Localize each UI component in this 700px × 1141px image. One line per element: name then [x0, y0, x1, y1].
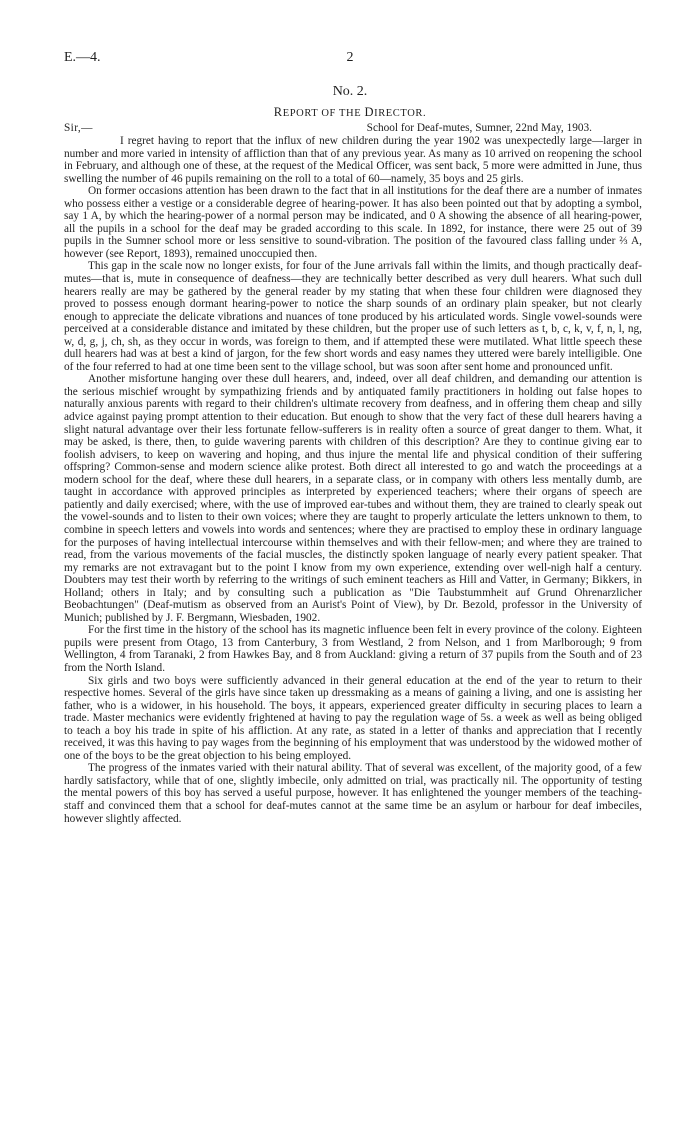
paragraph-progress: The progress of the inmates varied with their natural ability. That of several was excellent, of the majority good, of a few hardly satisfactory, while that of one, slightly imbecile, only admitted on trial, was practically nil. The opportunity of testing the mental powers of this boy has served a useful purpose, however. It has enlightened the younger members of the teaching-staff and convinced them that a school for deaf-mutes cannot at the same time be an asylum or harbour for deaf imbeciles, however slightly affected.: [64, 762, 642, 825]
report-title: REPORT OF THE DIRECTOR.: [273, 105, 427, 119]
paragraph-influx: I regret having to report that the influx of new children during the year 1902 was unexpectedly large—larger in number and more varied in intensity of affliction than that of any previous year. As many as 10 arrived on reopening the school in February, and although one of these, at the request of the Medical Officer, was sent back, 5 more were admitted in June, thus swelling the number of 46 pupils remaining on the roll to a total of 60—namely, 35 boys and 25 girls.: [64, 135, 642, 185]
document-number: No. 2.: [332, 84, 368, 99]
document-reference: E.—4.: [64, 50, 101, 65]
letter-body: [64, 122, 642, 825]
salutation-row: [64, 122, 642, 135]
place-date: School for Deaf-mutes, Sumner, 22nd May, 1903.: [366, 122, 592, 134]
page-header: [0, 52, 700, 72]
paragraph-hearing-scale: On former occasions attention has been drawn to the fact that in all institutions for the deaf there are a number of inmates who possess either a vestige or a considerable degree of hearing-power. It has also been pointed out that by adopting a symbol, say 1 A, by which the hearing-power of a normal person may be indicated, and 0 A showing the absence of all hearing-power, all the pupils in a school for the deaf may be graded according to this scale. In 1892, for instance, there were 25 out of 39 pupils in the Sumner school more or less sensitive to sound-vibration. The position of the favoured class falling under ⅔ A, however (see Report, 1893), remained unoccupied then.: [64, 185, 642, 260]
paragraph-provinces: For the first time in the history of the school has its magnetic influence been felt in every province of the colony. Eighteen pupils were present from Otago, 13 from Canterbury, 3 from Westland, 2 from Nelson, and 1 from Marlborough; 9 from Wellington, 4 from Taranaki, 2 from Hawkes Bay, and 8 from Auckland: giving a return of 37 pupils from the South and of 23 from the North Island.: [64, 624, 642, 674]
salutation: Sir,—: [64, 122, 93, 134]
paragraph-misfortune: Another misfortune hanging over these dull hearers, and, indeed, over all deaf children, and demanding our attention is the serious mischief wrought by sympathizing friends and by antiquated family practitioners in holding out false hopes to naturally anxious parents with regard to their children's ultimate recovery from deafness, and in offering them cheap and silly advice against paying prompt attention to their education. But enough to show that the very fact of these dull hearers having a slight natural advantage over their less fortunate fellow-sufferers is in reality often a source of great danger to them. What, it may be asked, is there, then, to guide wavering parents with children of this description? Are they to continue giving ear to foolish advisers, to keep on wavering and hoping, and thus injure the mental life and physical condition of their suffering offspring? Common-sense and modern science alike protest. Both direct all interested to go and watch the proceedings at a modern school for the deaf, where these dull hearers, in a separate class, or in company with others less mentally dumb, are taught in accordance with approved principles as interpreted by experienced teachers; where their organs of speech are patiently and daily exercised; where, with the use of improved ear-tubes and without them, they are trained to clearly speak out the vowel-sounds and to listen to their own voices; where they are taught to properly articulate the letters unknown to them, to combine in speech letters and vowels into words and sentences; where they are practised to employ these in ordinary language for the purposes of having intellectual intercourse within themselves and with their fellow-men; and where they are trained to read, from the various movements of the facial muscles, the distinctly spoken language of nearly every patient speaker. That my remarks are not extravagant but to the point I know from my own experience, extending over well-nigh half a century. Doubters may test their worth by referring to the writings of such eminent teachers as Hill and Vatter, in Germany; Bikkers, in Holland; others in Italy; and by consulting such a publication as "Die Taubstummheit auf Grund Ohrenarzlicher Beobachtungen" (Deaf-mutism as observed from an Aurist's Point of View), by Dr. Bezold, professor in the University of Munich; published by J. F. Bergmann, Wiesbaden, 1902.: [64, 373, 642, 624]
paragraph-leavers: Six girls and two boys were sufficiently advanced in their general education at the end of the year to return to their respective homes. Several of the girls have since taken up dressmaking as a means of gaining a living, and one is assisting her father, who is a widower, in his household. The boys, it appears, experienced greater difficulty in securing places to learn a trade. Master mechanics were evidently frightened at having to pay the regulation wage of 5s. a week as well as being obliged to teach a boy his trade in spite of his affliction. At any rate, as stated in a letter of thanks and appreciation that I recently received, it was this having to pay wages from the beginning of his employment that was understood by the widowed mother of one of the boys to be the great objection to his being employed.: [64, 674, 642, 762]
page-number: 2: [346, 50, 354, 65]
paragraph-dull-hearers: This gap in the scale now no longer exists, for four of the June arrivals fall within the limits, and though practically deaf-mutes—that is, mute in consequence of deafness—they are technically better described as very dull hearers. What such dull hearers really are may be gathered by the general reader by my stating that when these four children were diagnosed they proved to possess enough dormant hearing-power to notice the sharp sounds of an ordinary plain speaker, but not clearly enough to appreciate the delicate vibrations and nuances of tone produced by his articulated words. Single vowel-sounds were perceived at a considerable distance and imitated by these children, but the proper use of such letters as t, b, c, k, v, f, n, l, ng, w, d, g, j, ch, sh, as they occur in words, was foreign to them, and if attempted these were mutilated. What little speech these dull hearers had was at best a kind of jargon, for the few short words and easy names they uttered were barely intelligible. One of the four referred to had at one time been sent to the village school, but was soon after sent home and pronounced unfit.: [64, 260, 642, 373]
